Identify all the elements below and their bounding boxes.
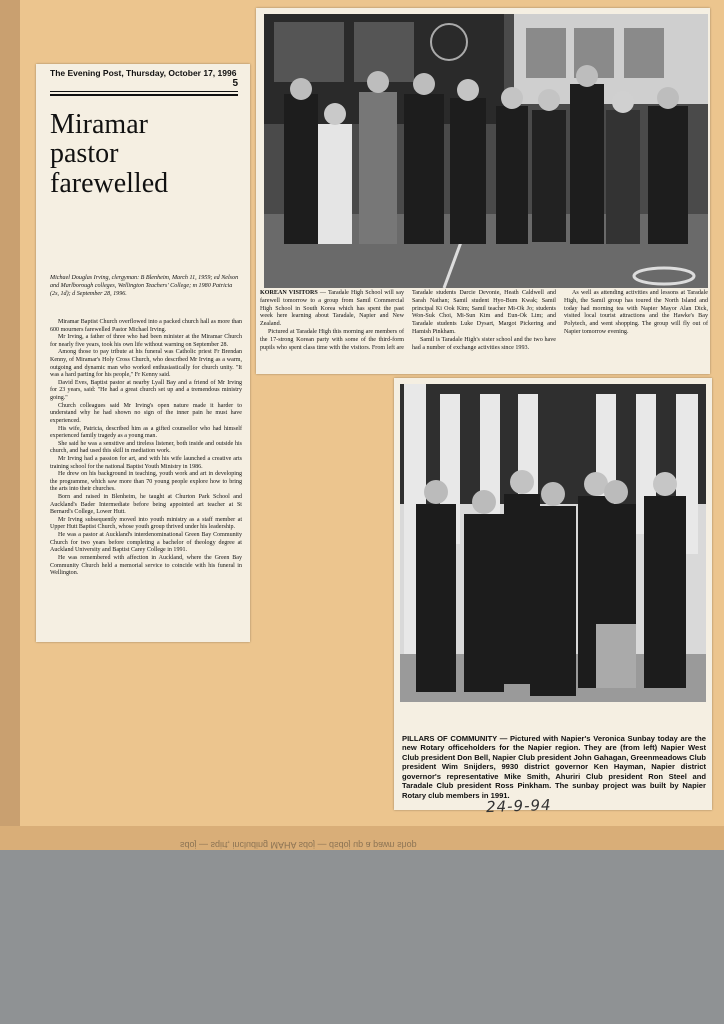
- article-paragraph: Miramar Baptist Church overflowed into a packed church hall as more than 600 mourners farewelled Pastor Michael Irving.: [50, 319, 242, 333]
- article-paragraph: His wife, Patricia, described him as a gifted counsellor who had himself experienced family tragedy as a young man.: [50, 425, 242, 440]
- caption-lead: PILLARS OF COMMUNITY: [402, 734, 498, 743]
- article-paragraph: She said he was a sensitive and tireless listener, both inside and outside his church, and had used this skill in mediation work.: [50, 440, 242, 455]
- article-paragraph: Among those to pay tribute at his funeral was Catholic priest Fr Brendan Kenny, of Miramar's Holy Cross Church, who described Mr Irving as a warm, outgoing and dynamic man who worked enthusiastically for church unity. "It was a hard parting for his people," Fr Kenny said.: [50, 349, 242, 379]
- group-photo-rotary: [400, 384, 706, 702]
- article-paragraph: Born and raised in Blenheim, he taught at Churton Park School and Auckland's Bader Intermediate before being appointed art teacher at St Bernard's College, Lower Hutt.: [50, 494, 242, 516]
- article-paragraph: Mr Irving, a father of three who had been minister at the Miramar Church for nearly five years, took his own life without warning on September 28.: [50, 334, 242, 348]
- headline-rule: [50, 94, 238, 96]
- headline-line-2: pastor: [50, 138, 119, 170]
- caption-lead: KOREAN VISITORS: [260, 290, 318, 296]
- handwritten-date: 24-9-94: [485, 795, 552, 817]
- caption-text: — Pictured with Napier's Veronica Sunbay today are the new Rotary officeholders for the Napier region. They are (from left) Napier West Club president Don Bell, Napier Club president John Gahagan, Greenmeadows Club president Wim Snijders, 9930 district governor Ken Hayman, Napier district governor's representative Mike Smith, Ahuriri Club president Ron Steel and Taradale Club president Ross Pinkham. The sunbay project was built by Napier Rotary club members in 1991.: [402, 734, 706, 800]
- article-paragraph: Church colleagues said Mr Irving's open nature made it harder to understand why he had shown no sign of the inner pain he must have experienced.: [50, 402, 242, 424]
- newspaper-masthead: [50, 68, 238, 92]
- article-paragraph: He drew on his background in teaching, youth work and art in developing the programme, which saw more than 70 young people explore how to bring the arts into their churches.: [50, 471, 242, 493]
- page-spine: [0, 0, 20, 850]
- article-body: [50, 319, 242, 578]
- caption-paragraph: Samil is Taradale High's sister school and the two have had a number of exchange activities since 1993.: [412, 336, 556, 351]
- students-photo-illustration: [264, 14, 708, 288]
- caption-text: — Taradale High School will say farewell tomorrow to a group from Samil Commercial High School in South Korea which has spent the past week here learning about Taradale, Napier and New Zealand.: [260, 290, 404, 328]
- obituary-clipping: [36, 64, 250, 642]
- masthead-paper: The Evening Post, Thursday, October 17, 1996: [50, 68, 237, 78]
- show-through-text: sdoj — sqirt, including MAHA sdoj — dsdoj up a pawn shop: [180, 840, 417, 850]
- article-paragraph: He was remembered with affection in Auckland, where the Green Bay Community Church held a memorial service to coincide with his funeral in Wellington.: [50, 554, 242, 577]
- article-paragraph: David Eves, Baptist pastor at nearby Lyall Bay and a friend of Mr Irving for 23 years, said: "He had a great church set up and a tremendous ministry going.": [50, 379, 242, 402]
- rotary-photo-illustration: [400, 384, 706, 702]
- article-paragraph: He was a pastor at Auckland's interdenominational Green Bay Community Church for two years before completing a bachelor of theology degree at Auckland University and Baptist Carey College in 1991.: [50, 532, 242, 554]
- caption-paragraph: As well as attending activities and lessons at Taradale High, the Samil group has toured the North Island and today had morning tea with Napier Mayor Alan Dick, visited local tourist attractions and the Hawke's Bay Polytech, and went shopping. The group will fly out of Napier tomorrow evening.: [564, 290, 708, 335]
- headline-line-1: Miramar: [50, 109, 148, 140]
- rotary-caption: [402, 734, 706, 800]
- article-paragraph: Mr Irving subsequently moved into youth ministry as a staff member at Upper Hutt Baptist Church, whose youth group thrived under his leadership.: [50, 516, 242, 531]
- masthead-page-number: 5: [232, 78, 238, 89]
- article-headline: [50, 110, 240, 198]
- caption-paragraph: Pictured at Taradale High this morning are members of the 17-strong Korean party with some of the third-form pupils who spent class time with the visitors. From left are Taradale students Darcie Devonie, Heath Caldwell and Sarah Nathan; Samil student Hyo-Bum Kwak; Samil principal Ki Ook Kim; Samil teacher Mi-Ok Jo; students Won-Suk Choi, Mi-Sun Kim and Eun-Ok Lim; and Taradale students Luke Dysart, Margot Pickering and Hamish Pinkham.: [260, 290, 556, 351]
- caption-paragraph: [260, 290, 404, 329]
- rotary-clipping: [394, 378, 712, 810]
- desk-background: [0, 850, 724, 1024]
- article-byline: Michael Douglas Irving, clergyman: B Blenheim, March 11, 1959; ed Nelson and Marlborough colleges, Wellington Teachers' College; m 1980 Patricia (2s, 1d); d September 28, 1996.: [50, 275, 239, 297]
- group-photo-students: [264, 14, 708, 288]
- korean-visitors-clipping: [256, 8, 710, 374]
- headline-line-3: farewelled: [50, 167, 169, 199]
- article-paragraph: Mr Irving had a passion for art, and with his wife launched a creative arts training school for the national Baptist Youth Ministry in 1986.: [50, 455, 242, 470]
- korean-visitors-caption: [260, 290, 708, 352]
